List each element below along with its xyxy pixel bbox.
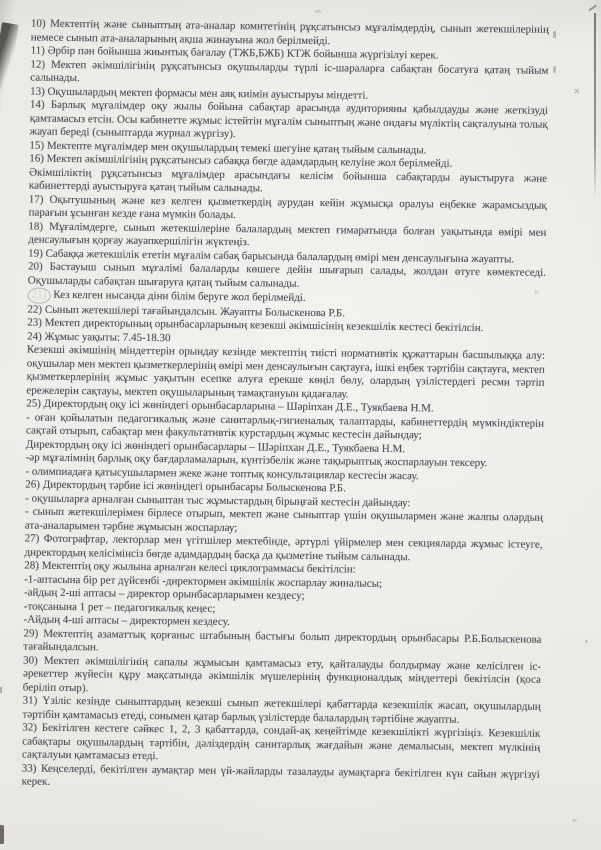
document-paragraph: 10) Мектептің және сыныптың ата-аналар комитетінің рұқсатынсыз мұғалімдердің, сынып жетекшілерінің немесе сынып ата-аналарының ақша жинауына жол берілмейді. <box>30 17 549 47</box>
document-paragraph: 31) Үзіліс кезінде сыныптардың кезекші сынып жетекшілері қабаттарда кезекшілік жасап, оқушылардың тәртібін қамтамасыз етеді, сонымен қатар барлық үзілістерде балалардың тәртібіне жауапты. <box>22 694 541 726</box>
document-paragraph: 17) Оқытушының және кез келген қызметкердің аурудан кейін жұмысқа оралуы еңбекке жарамсыздық парағын ұсынған кезде ғана мүмкін болады. <box>28 193 547 222</box>
scan-artifact-left-edge-dash <box>0 825 4 844</box>
document-paragraph: 33) Кеңселерді, бекітілген аумақтар мен үй-жайларды тазалауды аумақтарға бекітілген күн сайын жүргізуі керек. <box>21 761 540 788</box>
document-paragraph: 20) Бастауыш сынып мұғалімі балаларды көшеге дейін шығарып салады, жолдан өтуге көмектеседі. Оқушыларды сабақтан шығаруға қатаң тыйым салынады. <box>27 260 547 290</box>
document-paragraph: 26) Директордың тәрбие ісі жөніндегі орынбасары Болыскенова Р.Б. <box>25 478 346 495</box>
document-paragraph: 11) Әрбір пән бойынша жиынтық бағалау (ТЖБ,БЖБ) КТЖ бойынша жүргізілуі керек. <box>30 44 439 62</box>
document-paragraph: -айдың 2-ші аптасы – директор орынбасарларымен кездесу; <box>23 586 305 602</box>
document-paragraph: 14) Барлық мұғалімдер оқу жылы бойына сабақтар арасында аудиторияны қабылдауды және жеткізуді қамтамасыз етсін. Осы кабинетте жұмыс істейтін мұғалім сыныптың және ондағы мүліктің сақталуына толық жауап береді (сыныптарда журнал жүргізу). <box>29 98 548 141</box>
document-paragraph: Әкімшіліктің рұқсатынсыз мұғалімдер арасындағы келісім бойынша сабақтарды ауыстыруға және кабинеттерді ауыстыруға қатаң тыйым салынады. <box>28 166 548 195</box>
document-paragraph: -әр мұғалімнің барлық оқу бағдарламаларын, күнтізбелік және тақырыптық жоспарлауын тексеру. <box>25 451 488 470</box>
document-paragraph: 19) Сабаққа жетекшілік ететін мұғалім сабақ барысында балалардың өмірі мен денсаулығына жауапты. <box>28 247 515 265</box>
paragraph-text: Кез келген нысанда діни білім беруге жол берілмейді. <box>53 288 306 304</box>
scan-artifact-speck <box>553 31 556 38</box>
document-paragraph: 16) Мектеп әкімшілігінің рұқсатынсыз сабаққа бөгде адамдардың келуіне жол берілмейді. <box>29 152 453 170</box>
document-paragraph: 30) Мектеп әкімшілігінің сапалы жұмысын қамтамасыз ету, қайталауды болдырмау және келісілген іс-әрекеттер жүйесін құру мақсатында әкімшілік мүшелерінің функционалдық міндеттері бекітілсін (қоса беріліп отыр). <box>22 653 542 694</box>
document-paragraph: 13) Оқушылардың мектеп формасы мен аяқ киімін ауыстыруы міндетті. <box>30 85 369 102</box>
document-paragraph: 32) Бекітілген кестеге сәйкес 1, 2, 3 қабаттарда, сондай-ақ кеңейтімде кезекшілікті жүргізіңіз. Кезекшілік сабақтары оқушылардың тәртібін, дәліздердің санитарлық жағдайын және демалысын, мектеп мүлкінің сақталуын қамтамасыз етеді. <box>21 721 541 763</box>
scan-artifact-speck <box>585 640 588 643</box>
scan-artifact-corner-sliver <box>0 22 19 100</box>
scan-artifact-right-edge-hook <box>588 5 596 11</box>
document-paragraph: -Айдың 4-ші аптасы – директормен кездесу. <box>23 613 230 628</box>
document-paragraph: 12) Мектеп әкімшілігінің рұқсатынсыз оқушыларды түрлі іс-шараларға сабақтан босатуға қатаң тыйым салынады. <box>30 58 549 85</box>
scan-artifact-speck: × <box>573 87 581 97</box>
scan-artifact-speck: × <box>533 288 540 297</box>
document-paragraph: 27) Фотографтар, лекторлар мен үгітшілер мектебінде, әртүрлі үйірмелер мен секцияларда жұмыс істеуге, директордың келісімінсіз бөгде адамдардың басқа да қызметіне тыйым салынады. <box>24 532 543 563</box>
scan-artifact-left-edge-dash <box>0 687 2 693</box>
document-paragraph: -тоқсанына 1 рет – педагогикалық кеңес; <box>23 599 216 615</box>
faint-circled-item-marker: 21) <box>28 287 51 303</box>
document-paragraph: 22) Сынып жетекшілері тағайындалсын. Жауапты Болыскенова Р.Б. <box>27 302 346 319</box>
document-paragraph: - сынып жетекшілерімен бірлесе отырып, мектеп және сыныптар үшін оқушылармен және жалпы олардың ата-аналарымен тәрбие жұмысын жоспарлау; <box>24 505 544 534</box>
document-paragraph: 18) Мұғалімдерге, сынып жетекшілеріне балалардың мектеп ғимаратында болған уақытында өмірі мен денсаулығын қорғау жауапкершілігін жүктеңіз. <box>28 220 547 249</box>
scan-artifact-right-edge-line <box>594 13 596 199</box>
document-paragraph: Директордың оқу ісі жөніндегі орынбасарлары – Шәріпхан Д.Е., Туякбаева Н.М. <box>25 437 406 455</box>
scan-artifact-smudge <box>314 10 322 13</box>
document-paragraph: - оған қойылатын педагогикалық және санитарлық-гигиеналық талаптарды, кабинеттердің мүмкіндіктерін сақтай отырып, сабақтар мен факультативтік курстардың жұмыс кестесін дайындау; <box>25 410 545 442</box>
document-paragraph: - олимпиадаға қатысушылармен жеке және топтық консультациялар кестесін жасау. <box>25 464 419 482</box>
document-paragraph: 23) Мектеп директорының орынбасарларының кезекші әкімшісінің кезекшілік кестесі бекітілсін. <box>27 316 484 335</box>
scan-artifact-speck <box>572 819 577 822</box>
document-paragraph: - оқушыларға арналған сыныптан тыс жұмыстардың бірыңғай кестесін дайындау: <box>25 491 411 509</box>
document-paragraph: Кезекші әкімшінің міндеттерін орындау кезінде мектептің тиісті нормативтік құжаттарын басшылыққа алу: оқушылар мен мектеп қызметкерлерінің өмірі мен денсаулығын сақтауға, ішкі еңбек тәртібін сақтауға, мектеп қызметкерлерінің жұмыс уақытын есепке алуға ерекше көңіл бөлу, олардың үзілістердегі ресми тәртіп ережелерін сақтауы, мектеп оқушыларының тамақтануын қадағалау. <box>26 343 545 400</box>
document-paragraph: 29) Мектептің азаматтық қорғаныс штабының бастығы болып директордың орынбасары Р.Б.Болыскенова тағайындалсын. <box>23 626 542 654</box>
document-paragraph: 25) Директордың оқу ісі жөніндегі орынбасарларына – Шәріпхан Д.Е., Туякбаева Н.М. <box>26 397 434 415</box>
document-paragraph: 24) Жұмыс уақыты: 7.45-18.30 <box>27 329 171 344</box>
document-paragraph: 15) Мектепте мұғалімдер мен оқушылардың темекі шегуіне қатаң тыйым салынады. <box>29 139 427 156</box>
document-paragraph: 28) Мектептің оқу жылына арналған келесі циклограммасы бекітілсін: <box>24 559 356 576</box>
document-paragraph: -1-аптасына бір рет дүйсенбі -директормен әкімшілік жоспарлау жиналысы; <box>24 572 383 590</box>
document-text <box>22 18 549 796</box>
scan-artifact-speck <box>553 66 556 73</box>
